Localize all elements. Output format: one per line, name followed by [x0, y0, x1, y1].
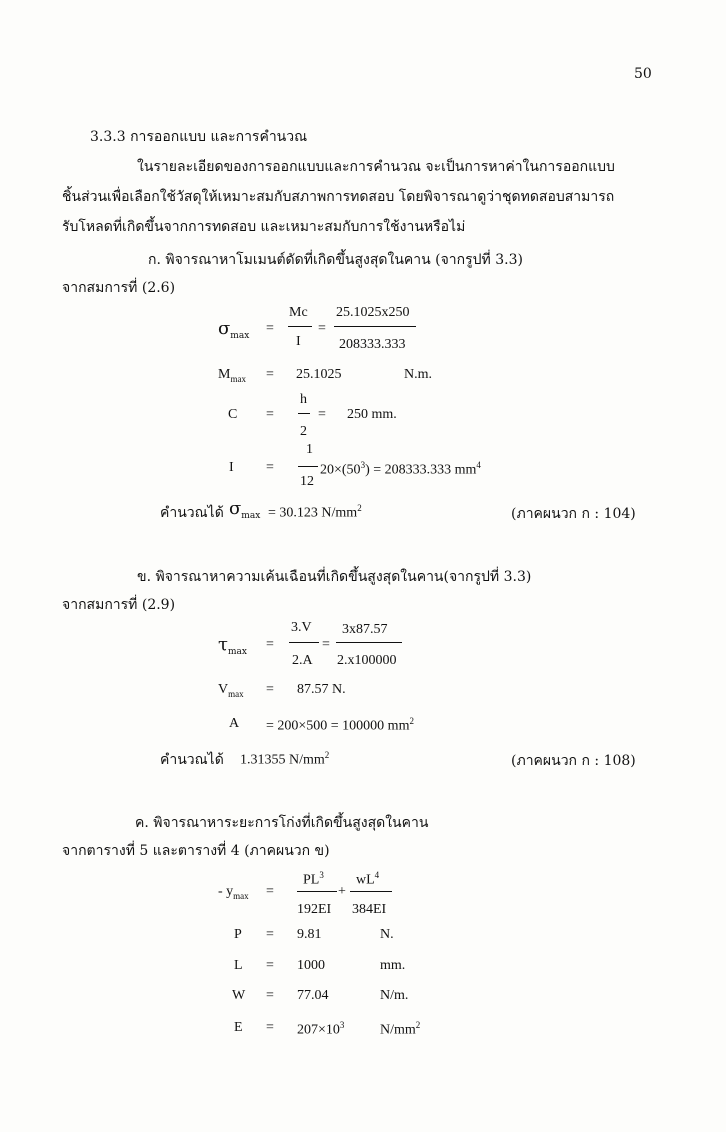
frac-den-384ei: 384EI: [352, 902, 387, 917]
frac-num-3v: 3.V: [291, 620, 312, 635]
m-max-unit: N.m.: [404, 367, 432, 382]
frac-den-i: I: [296, 334, 301, 349]
fraction-bar: [288, 326, 312, 327]
frac-den-2: 2: [300, 424, 307, 439]
var-symbol: W: [232, 988, 246, 1003]
plus-sign: +: [338, 884, 346, 899]
result-label: คำนวณได้: [160, 752, 224, 768]
m-max-symbol: $M_{max}$: [218, 367, 246, 384]
frac-num-value: 3x87.57: [342, 622, 388, 637]
equals: =: [266, 460, 274, 475]
equals: =: [266, 1020, 274, 1035]
i-expression: $20\times(50^3) = 208333.333$ $mm^4$: [320, 460, 481, 478]
fraction-bar: [289, 642, 319, 643]
i-symbol: I: [229, 460, 234, 475]
part-c-ref: จากตารางที่ 5 และตารางที่ 4 (ภาคผนวก ข): [62, 843, 330, 859]
intro-line-3: รับโหลดที่เกิดขึ้นจากการทดสอบ และเหมาะสมกับการใช้งานหรือไม่: [62, 219, 466, 235]
a-symbol: A: [229, 716, 240, 731]
var-value: $207\times 10^3$: [297, 1020, 345, 1038]
sigma-max-result: = 30.123 $N/mm^2$: [268, 503, 362, 521]
m-max-value: 25.1025: [296, 367, 342, 382]
tau-max-symbol: $\tau_{max}$: [218, 634, 247, 658]
sigma-max-result-symbol: $\sigma_{max}$: [229, 498, 261, 522]
fraction-bar: [334, 326, 416, 327]
fraction-bar: [298, 466, 318, 467]
var-symbol: E: [234, 1020, 243, 1035]
appendix-ref: (ภาคผนวก ก : 104): [511, 506, 636, 522]
fraction-bar: [298, 413, 310, 414]
var-value: 9.81: [297, 927, 322, 942]
fraction-bar: [350, 891, 392, 892]
frac-den-12: 12: [300, 474, 314, 489]
equals: =: [318, 407, 326, 422]
equals: =: [266, 927, 274, 942]
section-heading: 3.3.3 การออกแบบ และการคำนวณ: [90, 129, 308, 145]
frac-den-192ei: 192EI: [297, 902, 332, 917]
frac-den-2a: 2.A: [292, 653, 313, 668]
appendix-ref: (ภาคผนวก ก : 108): [511, 753, 636, 769]
equals: =: [322, 637, 330, 652]
frac-num-value: 25.1025x250: [336, 305, 410, 320]
part-b-title: ข. พิจารณาหาความเค้นเฉือนที่เกิดขึ้นสูงสุดในคาน(จากรูปที่ 3.3): [137, 569, 532, 585]
equals: =: [266, 321, 274, 336]
c-symbol: C: [228, 407, 238, 422]
frac-den-value: 208333.333: [339, 337, 406, 352]
var-unit: $N/mm^2$: [380, 1020, 421, 1038]
equals: =: [318, 321, 326, 336]
v-max-symbol: $V_{max}$: [218, 682, 244, 699]
var-value: 77.04: [297, 988, 329, 1003]
fraction-bar: [336, 642, 402, 643]
part-a-ref: จากสมการที่ (2.6): [62, 280, 176, 296]
frac-num-mc: Mc: [289, 305, 308, 320]
var-unit: N/m.: [380, 988, 409, 1003]
fraction-bar: [297, 891, 337, 892]
equals: =: [266, 682, 274, 697]
sigma-symbol: $\sigma_{max}$: [218, 318, 250, 342]
v-max-value: 87.57 N.: [297, 682, 346, 697]
equals: =: [266, 367, 274, 382]
tau-max-result: 1.31355 $N/mm^2$: [240, 750, 330, 768]
var-symbol: L: [234, 958, 243, 973]
area-expression: = 200×500 = 100000 $mm^2$: [266, 716, 414, 734]
frac-num-h: h: [300, 392, 307, 407]
frac-num-1: 1: [306, 442, 313, 457]
c-value: 250 mm.: [347, 407, 397, 422]
var-value: 1000: [297, 958, 325, 973]
intro-line-2: ชิ้นส่วนเพื่อเลือกใช้วัสดุให้เหมาะสมกับสภาพการทดสอบ โดยพิจารณาดูว่าชุดทดสอบสามารถ: [62, 189, 615, 205]
equals: =: [266, 988, 274, 1003]
part-c-title: ค. พิจารณาหาระยะการโก่งที่เกิดขึ้นสูงสุดในคาน: [135, 815, 429, 831]
y-max-symbol: - $y_{max}$: [218, 884, 249, 901]
equals: =: [266, 637, 274, 652]
equals: =: [266, 884, 274, 899]
intro-line-1: ในรายละเอียดของการออกแบบและการคำนวณ จะเป็นการหาค่าในการออกแบบ: [137, 159, 615, 175]
frac-den-value: 2.x100000: [337, 653, 397, 668]
frac-num-pl: $PL^3$: [303, 870, 324, 888]
equals: =: [266, 407, 274, 422]
var-unit: mm.: [380, 958, 406, 973]
result-label: คำนวณได้: [160, 505, 224, 521]
part-a-title: ก. พิจารณาหาโมเมนต์ดัดที่เกิดขึ้นสูงสุดในคาน (จากรูปที่ 3.3): [148, 252, 523, 268]
frac-num-wl: $wL^4$: [356, 870, 380, 888]
part-b-ref: จากสมการที่ (2.9): [62, 597, 176, 613]
page-number: 50: [634, 66, 652, 82]
equals: =: [266, 958, 274, 973]
var-unit: N.: [380, 927, 394, 942]
var-symbol: P: [234, 927, 242, 942]
